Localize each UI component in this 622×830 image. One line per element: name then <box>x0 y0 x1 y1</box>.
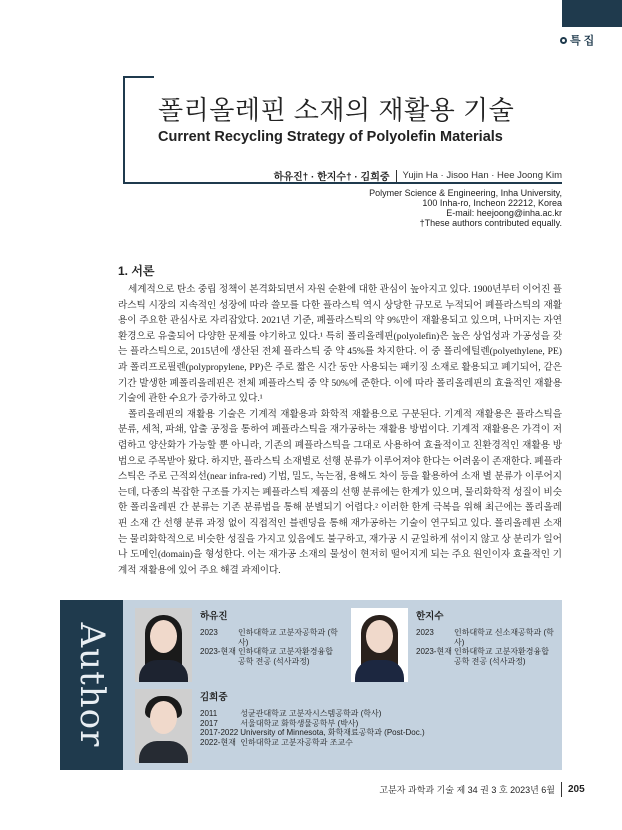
header-color-block <box>562 0 622 27</box>
year: 2023 <box>200 628 218 637</box>
career: 인하대학교 고분자환경융합공학 전공 (석사과정) <box>454 647 549 666</box>
career: 인하대학교 고분자환경융합공학 전공 (석사과정) <box>238 647 333 666</box>
affiliation-line: Polymer Science & Engineering, Inha University, <box>369 188 562 198</box>
circle-icon <box>560 37 567 44</box>
year: 2023 <box>416 628 434 637</box>
year: 2023-현재 <box>416 647 452 656</box>
divider <box>561 782 562 797</box>
year: 2023-현재 <box>200 647 236 656</box>
career: 성균관대학교 고분자시스템공학과 (학사) <box>240 709 382 718</box>
author-photo <box>135 608 192 682</box>
title-bracket-top <box>123 76 154 78</box>
author-photo <box>135 689 192 763</box>
career: University of Minnesota, 화학재료공학과 (Post-Doc.) <box>240 728 425 737</box>
author-card <box>135 689 425 763</box>
affiliation <box>369 188 562 228</box>
section-heading: 1. 서론 <box>118 264 155 278</box>
author-name: 한지수 <box>416 611 444 622</box>
career: 인하대학교 신소재공학과 (학사) <box>454 628 554 647</box>
section-tag-label: 특 집 <box>570 35 595 47</box>
author-section-label <box>60 600 123 770</box>
page-number: 205 <box>568 784 585 795</box>
author-name: 하유진 <box>200 611 228 622</box>
career: 인하대학교 고분자공학과 (학사) <box>238 628 338 647</box>
author-card <box>351 608 554 682</box>
paragraph: 세계적으로 탄소 중립 정책이 본격화되면서 자원 순환에 대한 관심이 높아지고 있다. 1900년부터 이어진 플라스틱 시장의 지속적인 성장에 따라 쓸모를 다한 플라스틱 역시 상당한 규모로 누적되어 폐플라스틱의 재활용이 주요한 관심사로 자리잡았다. 2021년 기준, 폐플라스틱의 약 9%만이 재활용되고 있으며, 나머지는 자연 환경으로 유출되어 다양한 문제를 야기하고 있다.¹ 특히 폴리올레핀(polyolefin)은 높은 상업성과 가공성을 갖는 플라스틱으로, 2015년에 생산된 전체 플라스틱 중 약 45%를 차지한다. 이 중 폴리에틸렌(polyethylene, PE)과 폴리프로필렌(polypropylene, PP)은 주로 짧은 시간 동안 사용되는 패키징 소재로 활용되고 폐기되어, 같은 기간 발생한 폐폴리올레핀은 전체 폐플라스틱 중 약 50%에 준한다. 이에 따라 폴리올레핀의 효율적인 재활용 기술에 관한 수요가 증가하고 있다.¹ <box>118 284 562 405</box>
year: 2017 <box>200 718 218 728</box>
title-bracket <box>123 76 125 184</box>
year: 2017-2022 <box>200 728 239 737</box>
author-line <box>274 168 562 183</box>
article-subtitle: Current Recycling Strategy of Polyolefin Materials <box>158 129 503 145</box>
article-title: 폴리올레핀 소재의 재활용 기술 <box>158 95 515 125</box>
affiliation-line: 100 Inha-ro, Incheon 22212, Korea <box>422 198 562 208</box>
year: 2022-현재 <box>200 737 236 747</box>
author-label-text: Author <box>71 622 112 748</box>
footnote: †These authors contributed equally. <box>419 218 562 228</box>
author-name: 김희중 <box>200 692 228 703</box>
author-photo <box>351 608 408 682</box>
divider <box>396 170 397 182</box>
author-panel <box>123 600 562 770</box>
section-tag <box>560 32 594 48</box>
body-text <box>118 282 562 594</box>
career: 서울대학교 화학생물공학부 (박사) <box>240 718 359 728</box>
career: 인하대학교 고분자공학과 조교수 <box>240 737 353 747</box>
page-footer <box>379 782 585 797</box>
paragraph: 폴리올레핀의 재활용 기술은 기계적 재활용과 화학적 재활용으로 구분된다. 기계적 재활용은 플라스틱을 분류, 세척, 파쇄, 압출 공정을 통하여 폐플라스틱을 재가공하는 재활용 방법이다. 기계적 재활용은 가격이 저렴하고 양산화가 가능할 뿐 아니라, 기존의 폐플라스틱을 그대로 사용하여 효율적이고 친환경적인 재활용 방법으로 주목받아 왔다. 하지만, 플라스틱 소재별로 선행 분류가 이루어져야 한다는 어려움이 존재한다. 폐플라스틱은 주로 근적외선(near infra-red) 기법, 밀도, 녹는점, 용해도 차이 등을 활용하여 소재 별 분류가 이루어지는데, 다종의 복잡한 구조를 가지는 폐플라스틱 제품의 선행 분류에는 한계가 있으며, 물리화학적 성질이 비슷한 폴리올레핀 간 분류는 기존 분류법을 통해 분별되기 어렵다.² 이러한 한계 극복을 위해 최근에는 폴리올레핀 소재 간 선행 분류 과정 없이 직접적인 블렌딩을 통해 재가공하는 기술이 연구되고 있다. 폴리올레핀 소재는 물리화학적으로 비슷한 성질을 가지고 있음에도 불구하고, 재가공 시 균일하게 섞이지 않고 상 분리가 일어나 도메인(domain)을 형성한다. 이는 재가공 소재의 물성이 현저히 떨어지게 되는 주요 원인이자 효율적인 기계적 재활용에 있어 주요 해결 과제이다. <box>118 408 562 576</box>
authors-english: Yujin Ha · Jisoo Han · Hee Joong Kim <box>402 170 562 181</box>
authors-korean: 하유진† · 한지수† · 김희중 <box>273 172 390 183</box>
author-card <box>135 608 338 682</box>
journal-info: 고분자 과학과 기술 제 34 권 3 호 2023년 6월 <box>379 785 555 795</box>
year: 2011 <box>200 709 218 718</box>
email: E-mail: heejoong@inha.ac.kr <box>446 208 562 218</box>
